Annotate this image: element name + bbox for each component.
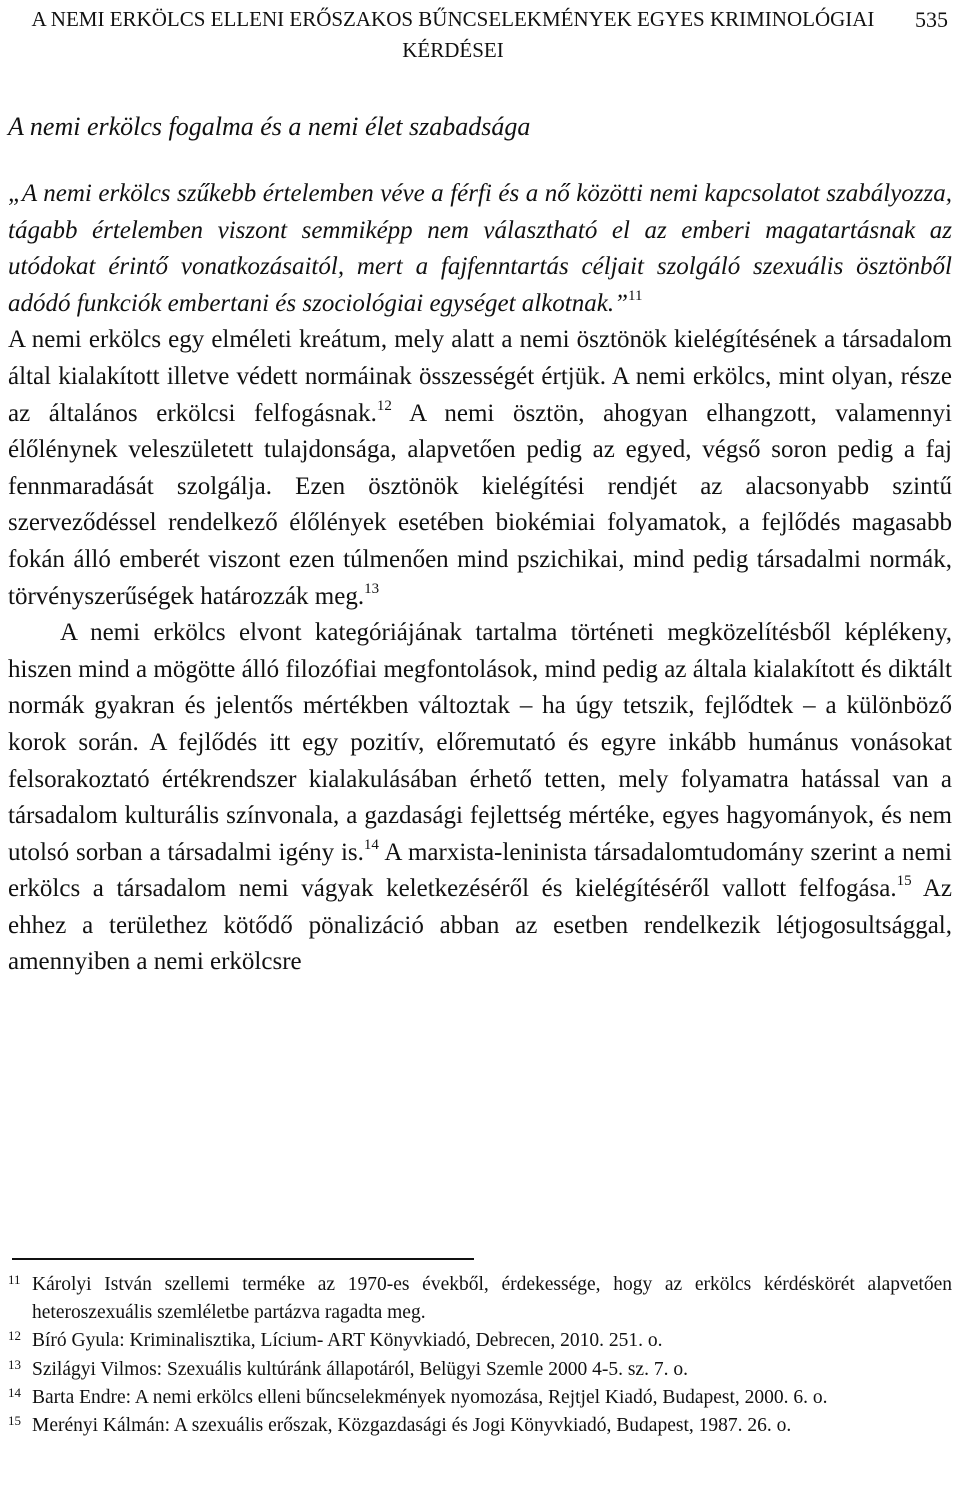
footnote-ref-11: 11 bbox=[628, 287, 643, 304]
footnote-text: Szilágyi Vilmos: Szexuális kultúránk állapotáról, Belügyi Szemle 2000 4-5. sz. 7. o. bbox=[32, 1358, 688, 1380]
paragraph-1-text-b: A nemi ösztön, ahogyan elhangzott, valamennyi élőlénynek veleszületett tulajdonsága, alapvetően pedig az egyed, végső soron pedig a faj fennmaradását szolgálja. Ezen ösztönök kielégítési rendjét az alacsonyabb szintű szerveződéssel rendelkező élőlények esetében biokémiai folyamatok, a fejlődés magasabb fokán álló emberét viszont ezen túlmenően mind pszichikai, mind pedig társadalmi normák, törvényszerűségek határozzák meg. bbox=[8, 399, 952, 610]
section-title: A nemi erkölcs fogalma és a nemi élet szabadsága bbox=[8, 112, 531, 141]
footnote-ref-14: 14 bbox=[363, 836, 379, 853]
footnote bbox=[8, 1356, 952, 1384]
footnote-number: 14 bbox=[8, 1384, 21, 1400]
footnotes bbox=[8, 1271, 952, 1440]
paragraph-2-text-b: A marxista-leninista társadalomtudomány szerint a nemi erkölcs a társadalom nemi vágyak keletkezéséről és kielégítéséről vallott felfogása. bbox=[8, 838, 953, 903]
footnote bbox=[8, 1384, 952, 1412]
paragraph-1-text-a: A nemi erkölcs egy elméleti kreátum, mely alatt a nemi ösztönök kielégítésének a társadalom által kialakított illetve védett normáinak összességét értjük. A nemi erkölcs, mint olyan, része az általános erkölcsi felfogásnak. bbox=[8, 326, 952, 427]
paragraph-2-text-a: A nemi erkölcs elvont kategóriájának tartalma történeti megközelítésből képlékeny, hiszen mind a mögötte álló filozófiai megfontolások, mind pedig az általa kialakított és diktált normák gyakran és jelentős mértékben változtak – ha úgy tetszik, fejlődtek – a különböző korok során. A fejlődés itt egy pozitív, előremutató és egyre inkább humánus vonásokat felsorakoztató értékrendszer kialakulásában érhető tetten, mely folyamatra hatással van a társadalom kulturális színvonala, a gazdasági fejlettség mértéke, egyes hagyományok, és nem utolsó sorban a társadalmi igény is. bbox=[8, 619, 952, 866]
footnote-text: Barta Endre: A nemi erkölcs elleni bűncselekmények nyomozása, Rejtjel Kiadó, Budapest, 2000. 6. o. bbox=[32, 1386, 828, 1408]
footnote-number: 15 bbox=[8, 1413, 21, 1429]
footnote bbox=[8, 1271, 952, 1327]
footnote bbox=[8, 1412, 952, 1440]
footnote-ref-13: 13 bbox=[364, 580, 380, 597]
header-title: A NEMI ERKÖLCS ELLENI ERŐSZAKOS BŰNCSELEKMÉNYEK EGYES KRIMINOLÓGIAI KÉRDÉSEI bbox=[31, 7, 875, 62]
quotation: „A nemi erkölcs szűkebb értelemben véve a férfi és a nő közötti nemi kapcsolatot szabályozza, tágabb értelemben viszont semmiképp nem választható el az emberi magatartásnak az utódokat érintő vonatkozásaitól, mert a fajfenntartás céljait szolgáló szexuális ösztönből adódó funkciók embertani és szociológiai egységet alkotnak.” bbox=[8, 180, 952, 317]
document-page bbox=[8, 0, 952, 1504]
footnote bbox=[8, 1327, 952, 1355]
footnote-ref-12: 12 bbox=[376, 397, 392, 414]
footnote-number: 11 bbox=[8, 1272, 21, 1287]
page-number: 535 bbox=[915, 7, 948, 32]
footnote-text: Merényi Kálmán: A szexuális erőszak, Közgazdasági és Jogi Könyvkiadó, Budapest, 1987. 26. o. bbox=[32, 1415, 792, 1437]
paragraph-2-text-c: Az ehhez a területhez kötődő pönalizáció abban az esetben rendelkezik létjogosultsággal, amennyiben a nemi erkölcsre bbox=[8, 875, 953, 976]
footnote-text: Károlyi István szellemi terméke az 1970-es évekből, érdekessége, hogy az erkölcs kérdéskörét alapvetően heteroszexuális szemléletbe partázva ragadta meg. bbox=[32, 1274, 952, 1324]
footnote-ref-15: 15 bbox=[896, 873, 912, 890]
paragraph-2 bbox=[8, 615, 952, 981]
footnote-number: 13 bbox=[8, 1356, 21, 1372]
paragraph-1 bbox=[8, 176, 952, 615]
running-header bbox=[8, 4, 952, 66]
body-text bbox=[8, 176, 952, 981]
footnote-number: 12 bbox=[8, 1328, 21, 1344]
footnote-separator bbox=[12, 1258, 474, 1260]
footnote-text: Bíró Gyula: Kriminalisztika, Lícium- ART Könyvkiadó, Debrecen, 2010. 251. o. bbox=[32, 1330, 663, 1352]
